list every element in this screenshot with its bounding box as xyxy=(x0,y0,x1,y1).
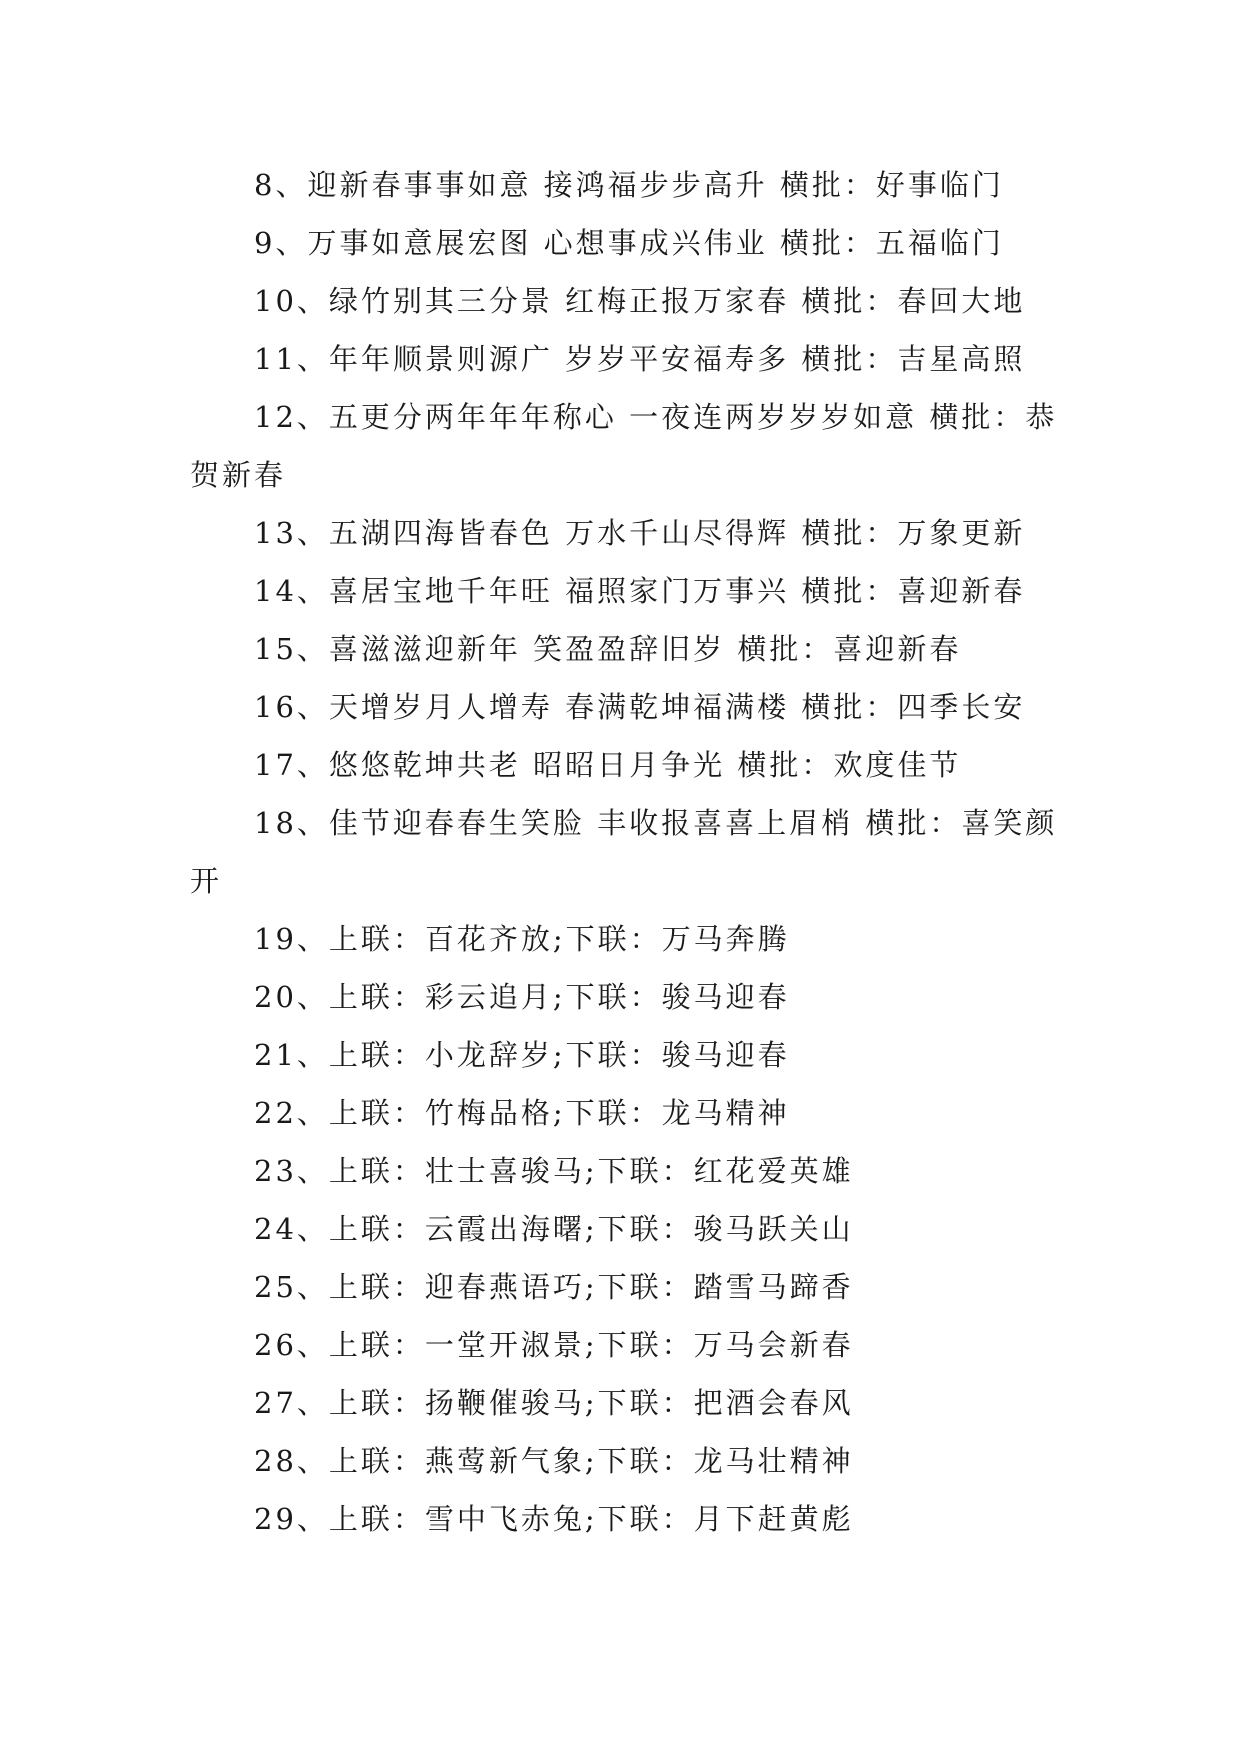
paragraph-20: 20、上联：彩云追月;下联：骏马迎春 xyxy=(254,980,790,1014)
paragraph-9: 9、万事如意展宏图 心想事成兴伟业 横批：五福临门 xyxy=(254,226,1004,260)
paragraph-19: 19、上联：百花齐放;下联：万马奔腾 xyxy=(254,922,790,956)
paragraph-12: 12、五更分两年年年称心 一夜连两岁岁岁如意 横批：恭贺新春 xyxy=(190,400,1058,492)
paragraph-27: 27、上联：扬鞭催骏马;下联：把酒会春风 xyxy=(254,1386,854,1420)
paragraph-21: 21、上联：小龙辞岁;下联：骏马迎春 xyxy=(254,1038,790,1072)
paragraph-15: 15、喜滋滋迎新年 笑盈盈辞旧岁 横批：喜迎新春 xyxy=(254,632,962,666)
paragraph-13: 13、五湖四海皆春色 万水千山尽得辉 横批：万象更新 xyxy=(254,516,1026,550)
paragraph-16: 16、天增岁月人增寿 春满乾坤福满楼 横批：四季长安 xyxy=(254,690,1026,724)
paragraph-23: 23、上联：壮士喜骏马;下联：红花爱英雄 xyxy=(254,1154,854,1188)
paragraph-29: 29、上联：雪中飞赤兔;下联：月下赶黄彪 xyxy=(254,1502,854,1536)
paragraph-14: 14、喜居宝地千年旺 福照家门万事兴 横批：喜迎新春 xyxy=(254,574,1026,608)
paragraph-18: 18、佳节迎春春生笑脸 丰收报喜喜上眉梢 横批：喜笑颜开 xyxy=(190,806,1058,898)
paragraph-8: 8、迎新春事事如意 接鸿福步步高升 横批：好事临门 xyxy=(254,168,1004,202)
paragraph-22: 22、上联：竹梅品格;下联：龙马精神 xyxy=(254,1096,790,1130)
paragraph-26: 26、上联：一堂开淑景;下联：万马会新春 xyxy=(254,1328,854,1362)
paragraph-11: 11、年年顺景则源广 岁岁平安福寿多 横批：吉星高照 xyxy=(254,342,1026,376)
paragraph-24: 24、上联：云霞出海曙;下联：骏马跃关山 xyxy=(254,1212,854,1246)
paragraph-10: 10、绿竹别其三分景 红梅正报万家春 横批：春回大地 xyxy=(254,284,1026,318)
paragraph-28: 28、上联：燕莺新气象;下联：龙马壮精神 xyxy=(254,1444,854,1478)
document-body xyxy=(190,156,1060,1548)
paragraph-25: 25、上联：迎春燕语巧;下联：踏雪马蹄香 xyxy=(254,1270,854,1304)
paragraph-17: 17、悠悠乾坤共老 昭昭日月争光 横批：欢度佳节 xyxy=(254,748,962,782)
